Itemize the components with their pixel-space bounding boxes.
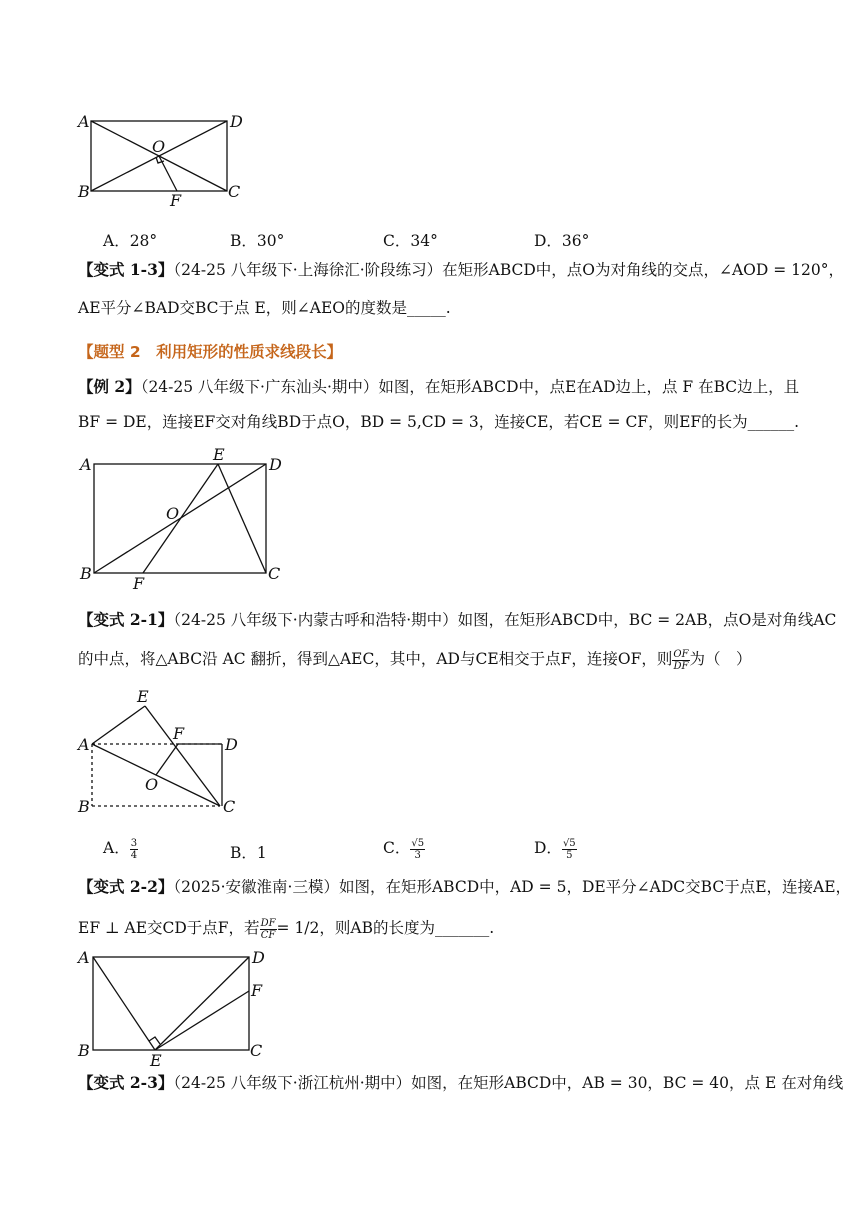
label-a: A — [78, 735, 90, 754]
option-d-fraction[interactable] — [534, 836, 577, 861]
figure-folded-rectangle — [70, 686, 250, 816]
option-a-fraction[interactable] — [103, 836, 138, 861]
label-c: C — [268, 564, 281, 583]
label-b: B — [78, 182, 90, 201]
label-o: O — [166, 504, 180, 523]
fraction-df-cf — [260, 918, 277, 941]
q13-line2: AE平分∠BAD交BC于点 E，则∠AEO的度数是_____. — [78, 299, 451, 317]
fraction-denominator: CF — [260, 929, 276, 941]
option-b[interactable]: B．1 — [230, 844, 267, 862]
option-c-frac — [410, 838, 425, 861]
segment-ef — [155, 991, 249, 1050]
ex2-line2: BF = DE，连接EF交对角线BD于点O，BD = 5,CD = 3，连接CE，若CE = CF，则EF的长为______. — [78, 413, 800, 431]
q22-line2 — [78, 917, 494, 941]
rect-abcd — [93, 957, 249, 1050]
q21-line1 — [78, 609, 836, 631]
q22-text2: EF ⊥ AE交CD于点F，若 — [78, 919, 260, 937]
segment-of — [156, 744, 178, 775]
q23-text1: （24-25 八年级下·浙江杭州·期中）如图，在矩形ABCD中，AB = 30，BC = 40，点 E 在对角线 — [173, 1074, 844, 1092]
option-a-num: 3 — [130, 837, 138, 849]
label-e: E — [150, 1051, 162, 1070]
label-c: C — [223, 797, 236, 816]
option-c-fraction[interactable] — [383, 836, 425, 861]
label-a: A — [80, 455, 92, 474]
segment-ed — [155, 957, 249, 1050]
segment-ec — [218, 464, 266, 573]
option-d-letter: D． — [534, 839, 562, 857]
label-b: B — [78, 797, 90, 816]
label-e: E — [213, 445, 225, 464]
label-a: A — [78, 948, 90, 967]
option-c-den: 3 — [414, 849, 421, 861]
label-c: C — [250, 1041, 263, 1060]
label-f: F — [133, 574, 145, 592]
option-c[interactable]: C．34° — [383, 232, 438, 250]
q22-text1: （2025·安徽淮南·三模）如图，在矩形ABCD中，AD = 5，DE平分∠ADC交BC于点E，连接AE， — [173, 878, 852, 896]
option-d-frac — [562, 838, 577, 861]
q22-text3: = 1/2，则AB的长度为_______. — [276, 919, 495, 937]
q23-tag: 【变式 2-3】 — [78, 1073, 174, 1092]
label-o: O — [145, 775, 159, 794]
label-f: F — [173, 724, 185, 743]
label-c: C — [228, 182, 241, 201]
label-d: D — [269, 455, 282, 474]
label-d: D — [225, 735, 238, 754]
option-d[interactable]: D．36° — [534, 232, 590, 250]
label-d: D — [230, 112, 243, 131]
q22-tag: 【变式 2-2】 — [78, 877, 174, 896]
label-b: B — [80, 564, 92, 583]
fraction-of-df — [672, 649, 689, 672]
ex2-tag: 【例 2】 — [78, 377, 141, 396]
q13-tag: 【变式 1-3】 — [78, 260, 174, 279]
q21-text1: （24-25 八年级下·内蒙古呼和浩特·期中）如图，在矩形ABCD中，BC = 2AB，点O是对角线AC — [173, 611, 837, 629]
option-b[interactable]: B．30° — [230, 232, 285, 250]
section-heading: 【题型 2 利用矩形的性质求线段长】 — [78, 343, 343, 361]
fraction-denominator: DF — [673, 660, 689, 672]
label-o: O — [152, 137, 166, 156]
q21-line2 — [78, 648, 752, 672]
q21-text2: 的中点，将△ABC沿 AC 翻折，得到△AEC，其中，AD与CE相交于点F，连接OF，则 — [78, 650, 673, 668]
fraction-numerator: DF — [260, 917, 276, 929]
option-a[interactable]: A．28° — [103, 232, 158, 250]
option-c-letter: C． — [383, 839, 411, 857]
ex2-text1: （24-25 八年级下·广东汕头·期中）如图，在矩形ABCD中，点E在AD边上，点 F 在BC边上，且 — [140, 378, 800, 396]
option-d-den: 5 — [566, 849, 573, 861]
segment-ae — [93, 957, 155, 1050]
ex2-line1 — [78, 376, 799, 398]
option-c-num: √5 — [411, 837, 425, 849]
label-a: A — [78, 112, 90, 131]
figure-rectangle-q22 — [70, 946, 280, 1071]
q13-line1 — [78, 259, 844, 281]
q21-tag: 【变式 2-1】 — [78, 610, 174, 629]
option-a-frac — [130, 838, 138, 861]
q21-text3: 为（ ） — [689, 650, 752, 668]
option-a-den: 4 — [130, 849, 138, 861]
fraction-numerator: OF — [673, 648, 689, 660]
option-a-letter: A． — [103, 839, 130, 857]
figure-rectangle-ex2 — [70, 444, 300, 592]
label-d: D — [252, 948, 265, 967]
q22-line1 — [78, 876, 851, 898]
q23-line1 — [78, 1072, 843, 1094]
figure-rectangle-diagonals-1 — [70, 108, 250, 208]
label-f: F — [251, 981, 263, 1000]
option-d-num: √5 — [562, 837, 576, 849]
segment-ae — [92, 706, 145, 744]
segment-ef — [143, 464, 218, 573]
label-b: B — [78, 1041, 90, 1060]
q13-text1: （24-25 八年级下·上海徐汇·阶段练习）在矩形ABCD中，点O为对角线的交点，∠AOD = 120°， — [173, 261, 844, 279]
label-f: F — [170, 191, 182, 208]
label-e: E — [137, 687, 149, 706]
